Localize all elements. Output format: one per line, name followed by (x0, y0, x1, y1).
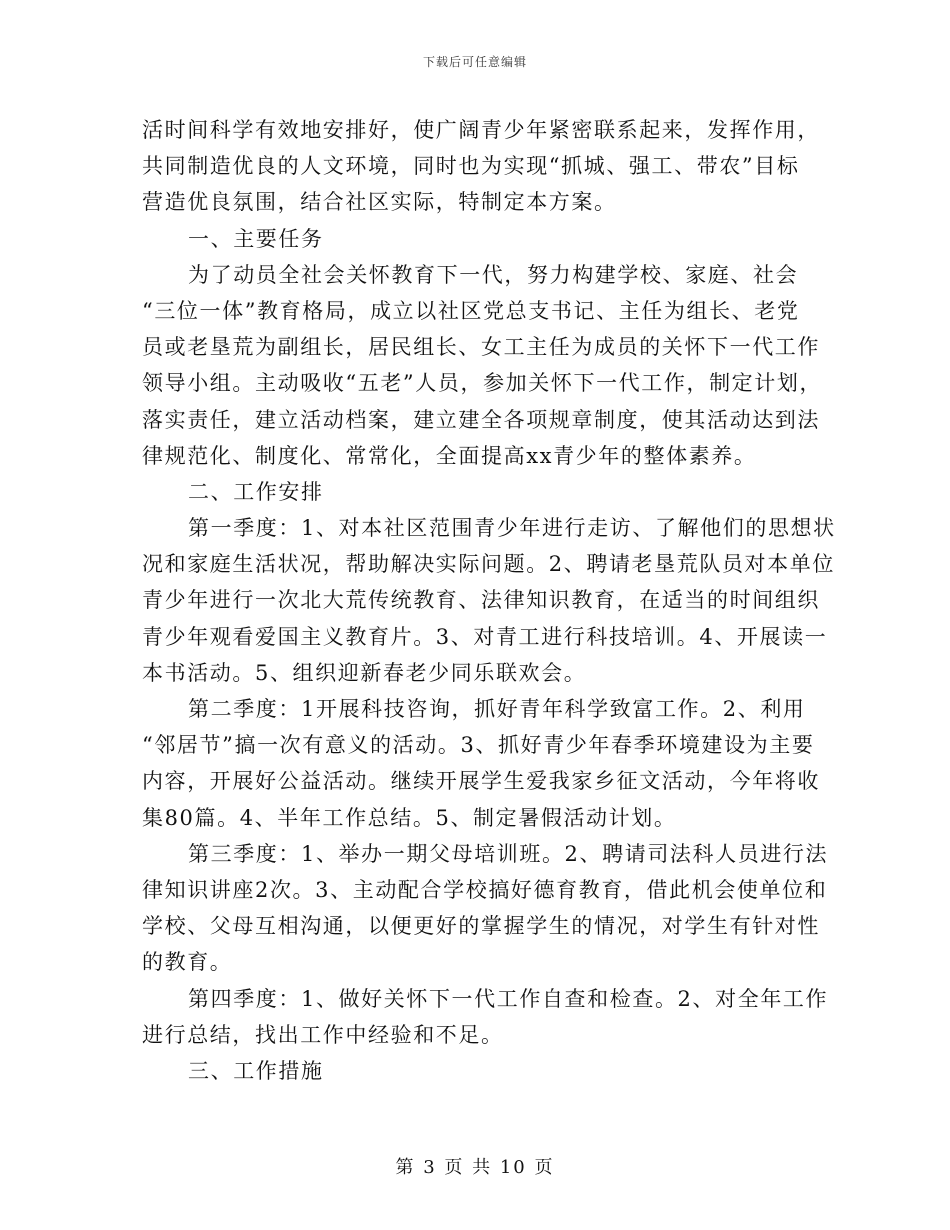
text-line: “三位一体”教育格局，成立以社区党总支书记、主任为组长、老党 (142, 298, 800, 323)
text-line: 律知识讲座2次。3、主动配合学校搞好德育教育，借此机会使单位和 (142, 877, 828, 902)
text-line: 青少年观看爱国主义教育片。3、对青工进行科技培训。4、开展读一 (142, 624, 828, 649)
text-line: 律规范化、制度化、常常化，全面提高xx青少年的整体素养。 (142, 443, 757, 468)
text-line: 落实责任，建立活动档案，建立建全各项规章制度，使其活动达到法 (142, 407, 820, 432)
text-line: 活时间科学有效地安排好，使广阔青少年紧密联系起来，发挥作用， (142, 118, 820, 142)
text-line: 营造优良氛围，结合社区实际，特制定本方案。 (142, 190, 617, 215)
text-line: 员或老垦荒为副组长，居民组长、女工主任为成员的关怀下一代工作 (142, 335, 820, 360)
page-header-watermark: 下载后可任意编辑 (422, 55, 527, 69)
text-line: 青少年进行一次北大荒传统教育、法律知识教育，在适当的时间组织 (142, 588, 820, 613)
text-line: 第三季度：1、举办一期父母培训班。2、聘请司法科人员进行法 (188, 841, 829, 866)
text-line: 第一季度：1、对本社区范围青少年进行走访、了解他们的思想状 (188, 516, 836, 541)
text-line: 况和家庭生活状况，帮助解决实际问题。2、聘请老垦荒队员对本单位 (142, 552, 835, 577)
text-line: 一、主要任务 (188, 226, 324, 251)
text-line: 本书活动。5、组织迎新春老少同乐联欢会。 (142, 660, 587, 685)
text-line: 内容，开展好公益活动。继续开展学生爱我家乡征文活动，今年将收 (142, 769, 820, 794)
page-number-footer: 第 3 页 共 10 页 (395, 1157, 555, 1178)
text-line: 学校、父母互相沟通，以便更好的掌握学生的情况，对学生有针对性 (142, 914, 820, 939)
text-line: 共同制造优良的人文环境，同时也为实现“抓城、强工、带农”目标 (142, 154, 800, 179)
text-line: “邻居节”搞一次有意义的活动。3、抓好青少年春季环境建设为主要 (142, 733, 815, 758)
text-line: 的教育。 (142, 950, 233, 975)
document-body (142, 112, 836, 1089)
text-line: 三、工作措施 (188, 1058, 324, 1083)
text-line: 第四季度：1、做好关怀下一代工作自查和检查。2、对全年工作 (188, 986, 829, 1011)
text-line: 领导小组。主动吸收“五老”人员，参加关怀下一代工作，制定计划， (142, 371, 823, 396)
text-line: 第二季度：1开展科技咨询，抓好青年科学致富工作。2、利用 (188, 697, 806, 721)
text-line: 进行总结，找出工作中经验和不足。 (142, 1022, 504, 1047)
text-line: 集80篇。4、半年工作总结。5、制定暑假活动计划。 (142, 805, 677, 830)
text-line: 为了动员全社会关怀教育下一代，努力构建学校、家庭、社会 (188, 262, 799, 287)
text-line: 二、工作安排 (188, 479, 324, 504)
